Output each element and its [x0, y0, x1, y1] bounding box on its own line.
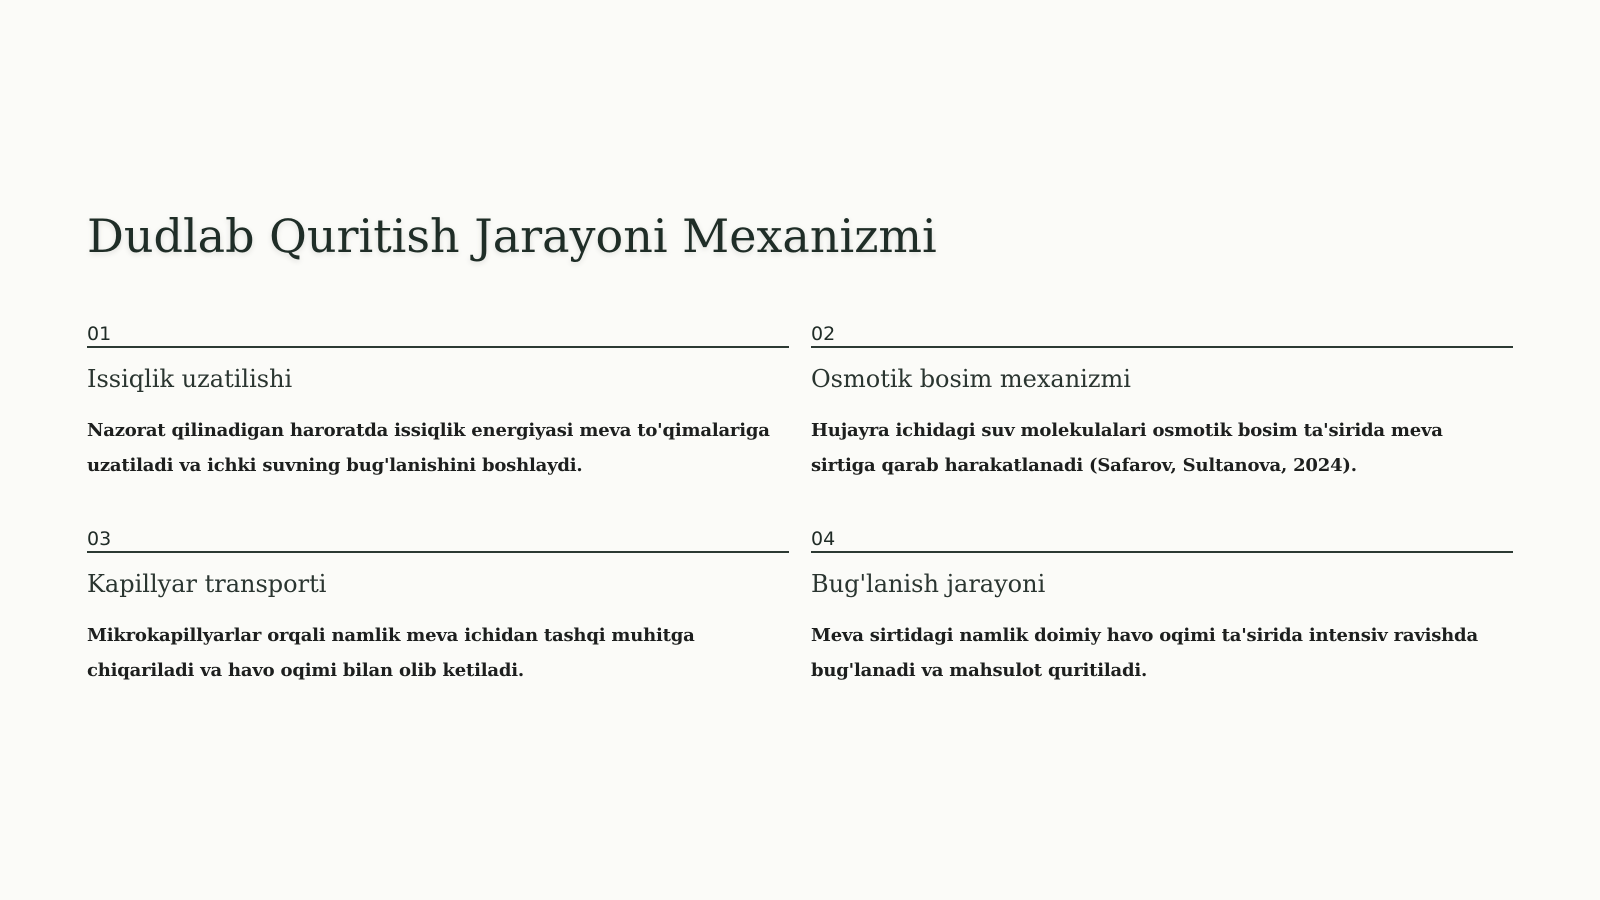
step-divider [811, 551, 1513, 553]
step-description: Meva sirtidagi namlik doimiy havo oqimi ta'sirida intensiv ravishda bug'lanadi va mahsulot quritiladi. [811, 625, 1478, 681]
step-card-4 [811, 527, 1513, 688]
step-card-1 [87, 322, 789, 483]
step-description: Nazorat qilinadigan haroratda issiqlik energiyasi meva to'qimalariga uzatiladi va ichki suvning bug'lanishini boshlaydi. [87, 420, 770, 476]
step-number: 01 [87, 323, 112, 345]
step-card-3 [87, 527, 789, 688]
step-description: Mikrokapillyarlar orqali namlik meva ichidan tashqi muhitga chiqariladi va havo oqimi bilan olib ketiladi. [87, 625, 695, 681]
step-heading: Issiqlik uzatilishi [87, 365, 293, 393]
slide-title: Dudlab Quritish Jarayoni Mexanizmi [87, 209, 937, 263]
step-heading: Kapillyar transporti [87, 570, 327, 598]
step-heading: Osmotik bosim mexanizmi [811, 365, 1131, 393]
step-number: 04 [811, 528, 836, 550]
step-divider [87, 346, 789, 348]
step-divider [87, 551, 789, 553]
step-heading: Bug'lanish jarayoni [811, 570, 1046, 598]
step-number: 02 [811, 323, 836, 345]
step-divider [811, 346, 1513, 348]
step-number: 03 [87, 528, 112, 550]
step-card-2 [811, 322, 1513, 483]
step-description: Hujayra ichidagi suv molekulalari osmotik bosim ta'sirida meva sirtiga qarab harakatlanadi (Safarov, Sultanova, 2024). [811, 420, 1443, 476]
